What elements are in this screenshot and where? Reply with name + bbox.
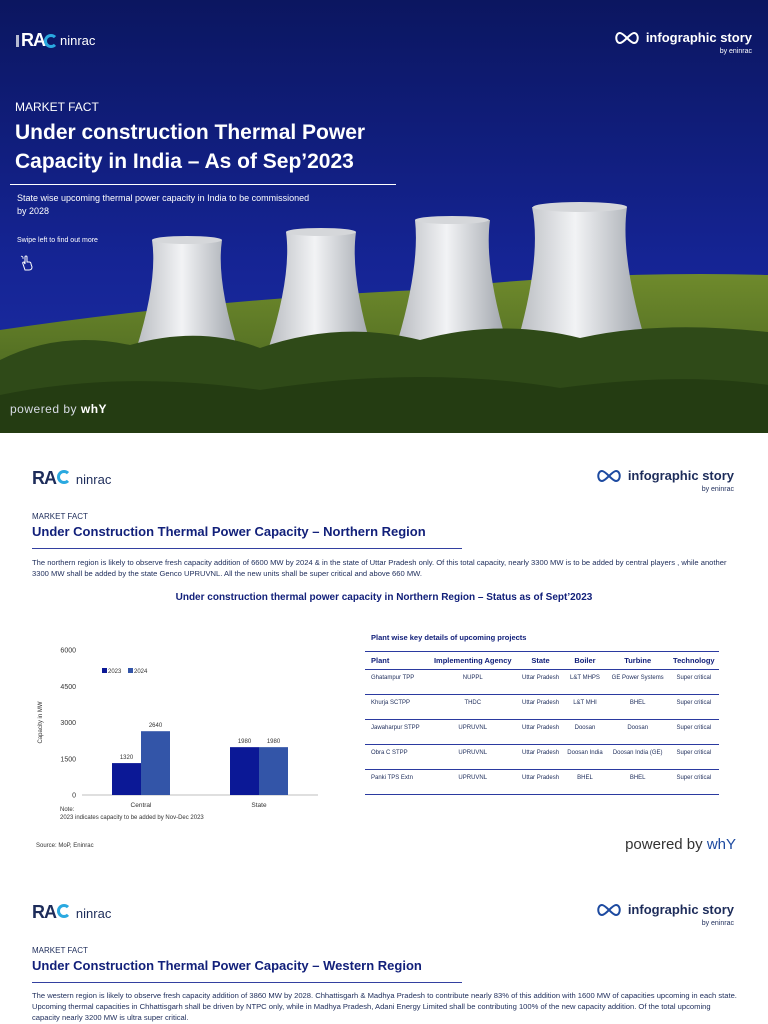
data-label: 1320	[119, 755, 134, 762]
logo-main-text: RA	[32, 902, 56, 922]
infinity-icon	[595, 469, 623, 483]
table-cell: Uttar Pradesh	[518, 720, 563, 745]
slide-powered-by	[625, 836, 736, 853]
logo-c-mark-icon	[57, 470, 71, 484]
northern-title: Under Construction Thermal Power Capacity – Northern Region	[32, 524, 426, 539]
data-label: 1980	[266, 739, 281, 746]
northern-kicker: MARKET FACT	[32, 512, 88, 521]
legend-label: 2024	[134, 669, 148, 675]
chart-note-text: 2023 indicates capacity to be added by Nov-Dec 2023	[60, 815, 204, 821]
table-cell: NUPPL	[428, 670, 518, 695]
swipe-hand-icon	[20, 255, 34, 271]
western-title: Under Construction Thermal Power Capacity – Western Region	[32, 958, 422, 973]
data-label: 1980	[237, 739, 252, 746]
table-cell: Super critical	[669, 770, 719, 795]
powered-name: whY	[706, 836, 736, 853]
table-cell: Panki TPS Extn	[365, 770, 428, 795]
category-label: Central	[130, 802, 152, 809]
northern-divider	[32, 548, 462, 549]
swipe-hint: Swipe left to find out more	[17, 237, 98, 244]
legend-swatch	[102, 668, 107, 673]
table-title: Plant wise key details of upcoming projects	[371, 633, 527, 642]
legend-label: 2023	[108, 669, 122, 675]
bar	[259, 747, 288, 795]
table-cell: Uttar Pradesh	[518, 745, 563, 770]
logo-rest-text: ninrac	[75, 906, 112, 921]
infinity-icon	[613, 31, 641, 45]
table-cell: BHEL	[607, 695, 669, 720]
table-header-cell: Boiler	[563, 652, 607, 670]
table-header-row	[365, 652, 719, 670]
western-kicker: MARKET FACT	[32, 946, 88, 955]
table-cell: Super critical	[669, 720, 719, 745]
table-row	[365, 720, 719, 745]
capacity-bar-chart	[30, 638, 330, 809]
table-cell: GE Power Systems	[607, 670, 669, 695]
table-cell: Khurja SCTPP	[365, 695, 428, 720]
western-region-slide	[0, 880, 768, 1024]
eninrac-logo	[16, 30, 95, 51]
infographic-story-label: infographic story	[627, 468, 734, 483]
table-cell: UPRUVNL	[428, 720, 518, 745]
table-cell: Uttar Pradesh	[518, 695, 563, 720]
logo-c-mark-icon	[57, 904, 71, 918]
table-header-cell: Implementing Agency	[428, 652, 518, 670]
table-header-cell: State	[518, 652, 563, 670]
y-axis-label: Capacity in MW	[38, 701, 44, 744]
table-cell: Super critical	[669, 745, 719, 770]
table-cell: L&T MHI	[563, 695, 607, 720]
chart-note-label: Note:	[60, 807, 75, 813]
table-cell: UPRUVNL	[428, 745, 518, 770]
table-cell: Ghatampur TPP	[365, 670, 428, 695]
infographic-story-logo	[595, 468, 734, 493]
table-cell: Super critical	[669, 670, 719, 695]
northern-region-slide	[0, 448, 768, 868]
table-cell: Uttar Pradesh	[518, 670, 563, 695]
table-row	[365, 670, 719, 695]
hero-title: Under construction Thermal Power Capacity in India – As of Sep’2023	[15, 121, 366, 173]
table-cell: Doosan	[563, 720, 607, 745]
table-cell: Obra C STPP	[365, 745, 428, 770]
bar	[230, 747, 259, 795]
table-body	[365, 670, 719, 795]
table-header-cell: Turbine	[607, 652, 669, 670]
logo-main-text: RA	[21, 30, 45, 50]
western-divider	[32, 982, 462, 983]
eninrac-logo	[32, 468, 111, 489]
logo-main-text: RA	[32, 468, 56, 488]
data-label: 2640	[148, 723, 163, 730]
bar	[112, 763, 141, 795]
infographic-story-by: by eninrac	[719, 48, 752, 55]
table-row	[365, 695, 719, 720]
infographic-story-logo	[595, 902, 734, 927]
western-intro: The western region is likely to observe fresh capacity addition of 3860 MW by 2028. Chhattisgarh & Madhya Pradesh to contribute nearly 83% of this addition with 1600 MW of capacities upcoming in each state. Upcoming thermal capacities in Chhattisgarh shall be driven by NTPC only, while in Madhya Pradesh, Adani Energy Limited shall be contributing 100% of the new capacity addition. Of the total upcoming capacity nearly 3200 MW is ultra super critical.	[32, 991, 737, 1022]
hero-kicker: MARKET FACT	[15, 100, 99, 114]
chart-heading: Under construction thermal power capacity in Northern Region – Status as of Sept’2023	[175, 592, 593, 603]
table-cell: Uttar Pradesh	[518, 770, 563, 795]
table-cell: BHEL	[607, 770, 669, 795]
powered-name: whY	[80, 402, 108, 416]
logo-c-mark-icon	[44, 34, 58, 48]
hero-subtitle: State wise upcoming thermal power capacity in India to be commissioned by 2028	[17, 193, 310, 216]
table-cell: Doosan India (GE)	[607, 745, 669, 770]
table-row	[365, 770, 719, 795]
infographic-story-label: infographic story	[645, 30, 752, 45]
table-cell: Doosan	[607, 720, 669, 745]
hero-divider	[10, 184, 396, 185]
logo-rest-text: ninrac	[60, 33, 96, 48]
powered-prefix: powered by	[625, 836, 707, 853]
y-tick-label: 4500	[60, 683, 76, 691]
y-tick-label: 1500	[60, 756, 76, 764]
table-cell: UPRUVNL	[428, 770, 518, 795]
table-cell: BHEL	[563, 770, 607, 795]
infographic-story-by: by eninrac	[701, 486, 734, 493]
logo-rest-text: ninrac	[75, 472, 112, 487]
plants-table	[365, 651, 719, 795]
chart-note	[60, 806, 204, 822]
logo-tick	[16, 35, 19, 47]
table-header-cell: Technology	[669, 652, 719, 670]
hero-banner	[0, 0, 768, 433]
legend-swatch	[128, 668, 133, 673]
chart-source: Source: MoP, Eninrac	[36, 843, 94, 849]
table-header-cell: Plant	[365, 652, 428, 670]
hero-powered-by	[10, 402, 107, 416]
y-tick-label: 6000	[60, 647, 76, 655]
infographic-story-label: infographic story	[627, 902, 734, 917]
infographic-story-by: by eninrac	[701, 920, 734, 927]
powered-prefix: powered by	[10, 402, 81, 416]
table-cell: Super critical	[669, 695, 719, 720]
table-cell: Doosan India	[563, 745, 607, 770]
northern-intro: The northern region is likely to observe fresh capacity addition of 6600 MW by 2024 & in the state of Uttar Pradesh only. Of this total capacity, nearly 3300 MW is to be added by central players , while another 3300 MW shall be added by the state Genco UPRUVNL. All the new units shall be super critical and above 660 MW.	[32, 558, 727, 578]
infinity-icon	[595, 903, 623, 917]
category-label: State	[251, 802, 267, 809]
table-cell: Jawaharpur STPP	[365, 720, 428, 745]
infographic-story-logo	[613, 30, 752, 55]
bar	[141, 731, 170, 795]
eninrac-logo	[32, 902, 111, 923]
y-tick-label: 3000	[60, 720, 76, 727]
table-row	[365, 745, 719, 770]
y-tick-label: 0	[72, 792, 76, 800]
table-cell: L&T MHPS	[563, 670, 607, 695]
table-cell: THDC	[428, 695, 518, 720]
